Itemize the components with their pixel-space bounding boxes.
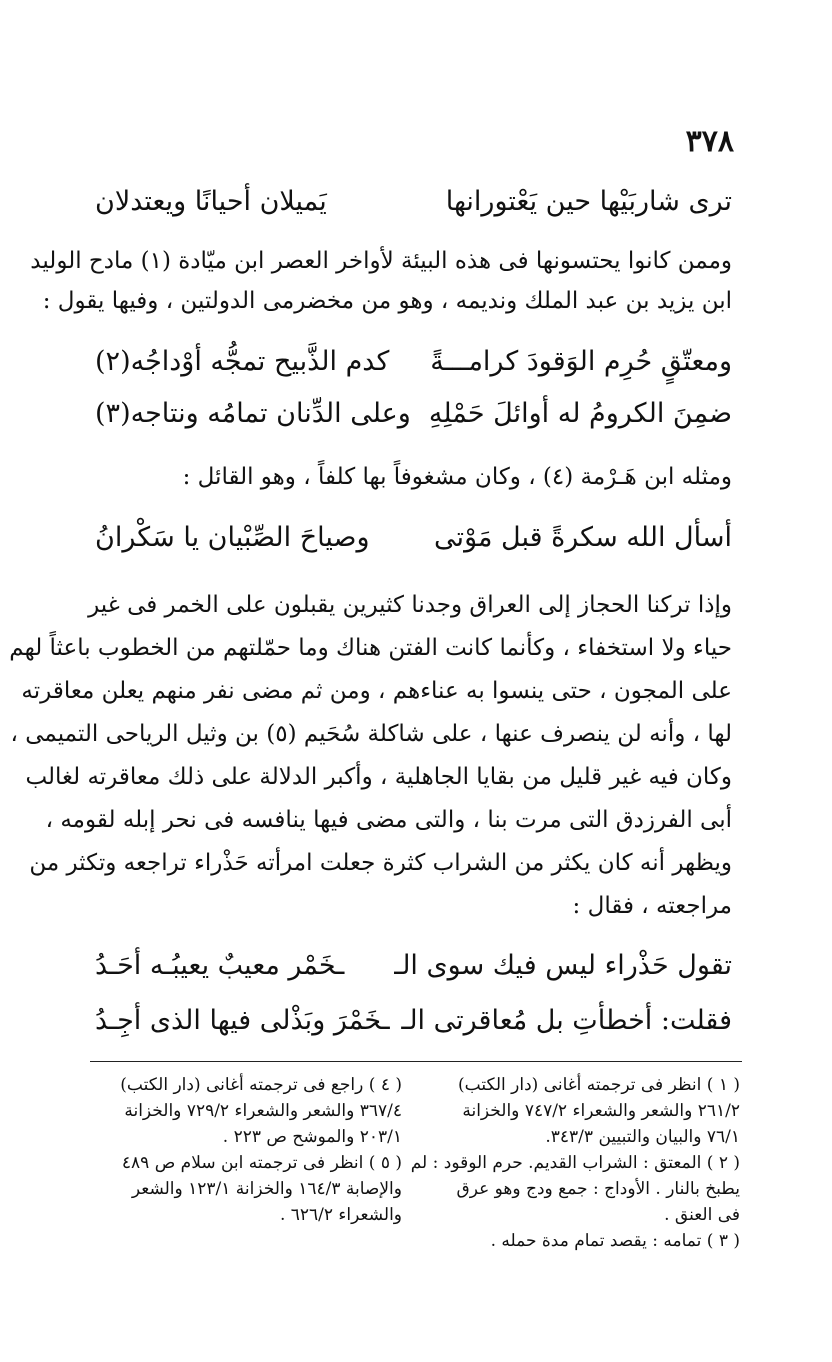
footnotes-right-column — [410, 1072, 740, 1254]
hemistich-first: ومعتّقٍ حُرِم الوَقودَ كرامـــةً — [430, 346, 732, 377]
para3-line-5: وكان فيه غير قليل من بقايا الجاهلية ، وأكبر الدلالة على ذلك معاقرته لغالب — [25, 764, 732, 790]
hemistich-second: ـخَمْر معيبٌ يعيبُـه أحَـدُ — [95, 950, 345, 981]
footnote-line: يطبخ بالنار . الأوداج : جمع ودج وهو عرق — [456, 1179, 740, 1199]
page-number: ٣٧٨ — [685, 124, 734, 159]
para3-line-3: على المجون ، حتى ينسوا به عناءهم ، ومن ثم مضى نفر منهم يعلن معاقرته — [21, 678, 732, 704]
hemistich-first: ترى شاربَيْها حين يَعْتورانها — [445, 186, 732, 217]
footnotes-left-column — [82, 1072, 402, 1228]
hemistich-second: كدم الذَّبيح تمجُّه أوْداجُه(٢) — [95, 346, 390, 377]
footnote-line: ( ٤ ) راجع فى ترجمته أغانى (دار الكتب) — [120, 1075, 402, 1095]
footnote-divider — [90, 1061, 742, 1062]
para1-line-1: وممن كانوا يحتسونها فى هذه البيئة لأواخر العصر ابن ميّادة (١) مادح الوليد — [30, 248, 732, 274]
verse-line-6 — [95, 1005, 732, 1036]
hemistich-first: أسأل الله سكرةً قبل مَوْتى — [434, 522, 732, 553]
footnote-line: ٣٦٧/٤ والشعر والشعراء ٧٢٩/٢ والخزانة — [124, 1101, 402, 1121]
footnote-line: ( ٢ ) المعتق : الشراب القديم. حرم الوقود : لم — [410, 1153, 740, 1173]
hemistich-first: تقول حَذْراء ليس فيك سوى الـ — [394, 950, 732, 981]
footnote-line: ( ١ ) انظر فى ترجمته أغانى (دار الكتب) — [458, 1075, 740, 1095]
hemistich-first: فقلت: أخطأتِ بل مُعاقرتى الـ — [401, 1005, 732, 1036]
verse-line-2 — [95, 346, 732, 377]
verse-line-1 — [95, 186, 732, 217]
footnote-line: فى العنق . — [664, 1205, 740, 1225]
para3-line-8: مراجعته ، فقال : — [572, 893, 732, 919]
verse-line-4 — [95, 522, 732, 553]
footnote-line: ٧٦/١ والبيان والتبيين ٣٤٣/٣. — [545, 1127, 740, 1147]
para2-line: ومثله ابن هَـرْمة (٤) ، وكان مشغوفاً بها كلفاً ، وهو القائل : — [182, 464, 732, 490]
footnote-line: ( ٥ ) انظر فى ترجمته ابن سلام ص ٤٨٩ — [121, 1153, 402, 1173]
hemistich-second: وصياحَ الصِّبْيان يا سَكْرانُ — [95, 522, 370, 553]
hemistich-second: يَميلان أحيانًا ويعتدلان — [95, 186, 327, 217]
para3-line-1: وإذا تركنا الحجاز إلى العراق وجدنا كثيرين يقبلون على الخمر فى غير — [88, 592, 732, 618]
footnote-line: ٢٦١/٢ والشعر والشعراء ٧٤٧/٢ والخزانة — [462, 1101, 740, 1121]
hemistich-second: ـخَمْرَ وبَذْلى فيها الذى أجِـدُ — [95, 1005, 390, 1036]
hemistich-first: ضمِنَ الكرومُ له أوائلَ حَمْلِهِ — [428, 398, 732, 429]
footnote-line: والإصابة ١٦٤/٣ والخزانة ١٢٣/١ والشعر — [131, 1179, 402, 1199]
para3-line-7: ويظهر أنه كان يكثر من الشراب كثرة جعلت امرأته حَذْراء تراجعه وتكثر من — [29, 850, 732, 876]
para1-line-2: ابن يزيد بن عبد الملك ونديمه ، وهو من مخضرمى الدولتين ، وفيها يقول : — [42, 288, 732, 314]
footnote-line: ٢٠٣/١ والموشح ص ٢٢٣ . — [222, 1127, 402, 1147]
verse-line-3 — [95, 398, 732, 429]
para3-line-6: أبى الفرزدق التى مرت بنا ، والتى مضى فيها ينافسه فى نحر إبله لقومه ، — [45, 807, 732, 833]
hemistich-second: وعلى الدِّنان تمامُه ونتاجه(٣) — [95, 398, 411, 429]
para3-line-4: لها ، وأنه لن ينصرف عنها ، على شاكلة سُحَيم (٥) بن وثيل الرياحى التميمى ، — [10, 721, 732, 747]
para3-line-2: حياء ولا استخفاء ، وكأنما كانت الفتن هناك وما حمّلتهم من الخطوب باعثاً لهم — [9, 635, 732, 661]
footnote-line: ( ٣ ) تمامه : يقصد تمام مدة حمله . — [490, 1231, 740, 1251]
footnote-line: والشعراء ٦٢٦/٢ . — [279, 1205, 402, 1225]
verse-line-5 — [95, 950, 732, 981]
